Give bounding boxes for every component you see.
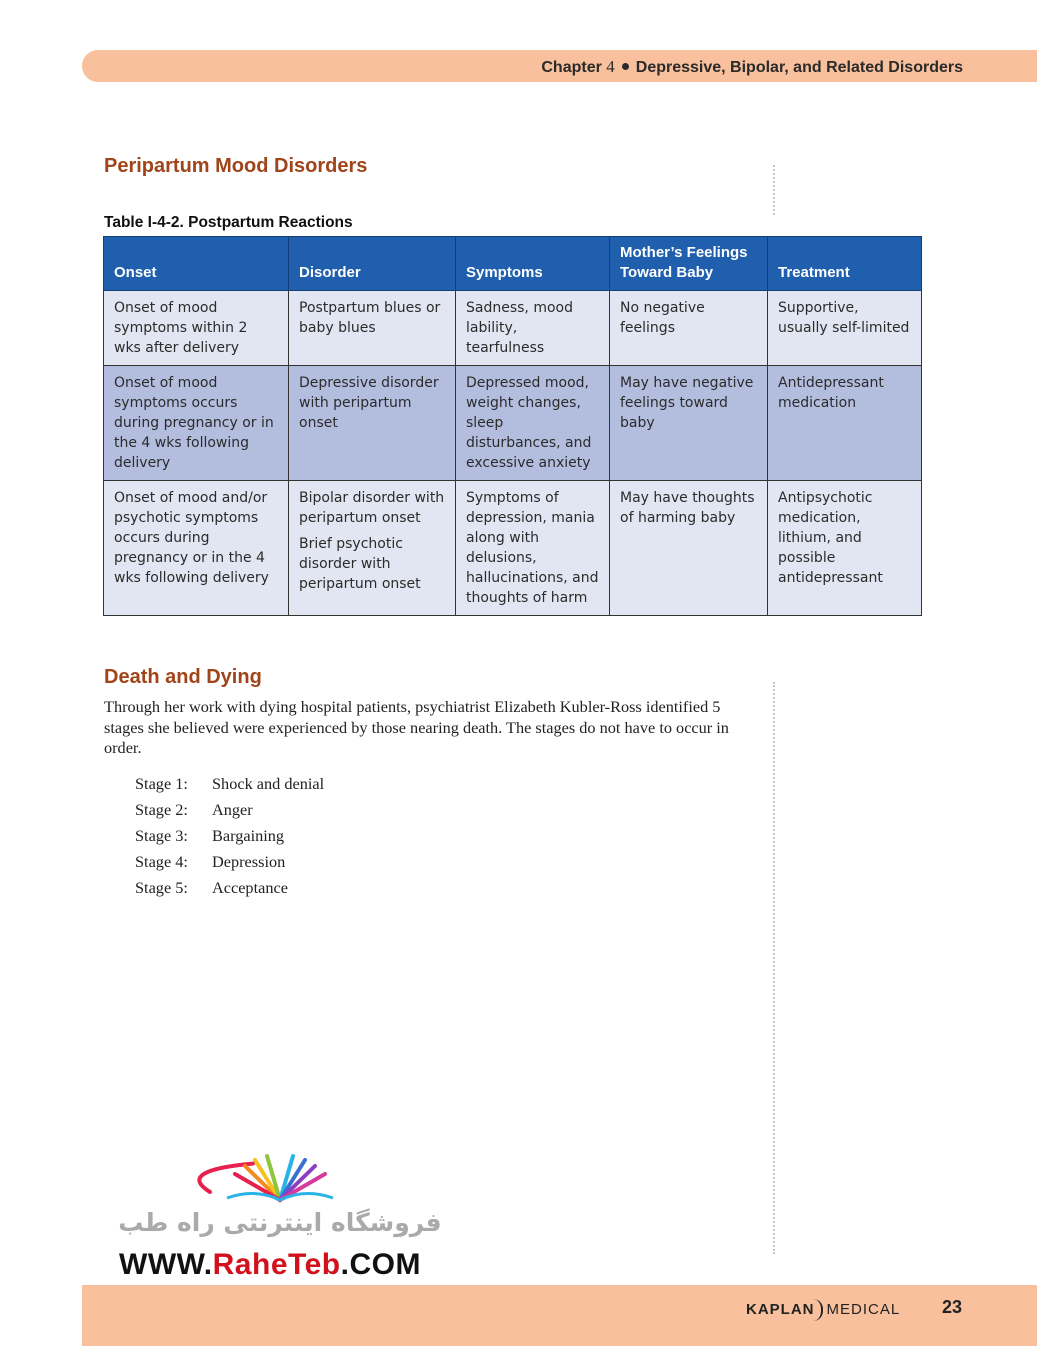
column-header: Mother’s Feelings Toward Baby <box>610 237 768 291</box>
table-caption: Table I-4-2. Postpartum Reactions <box>104 214 353 231</box>
page-footer <box>82 1285 1037 1346</box>
stage-label: Stage 4: <box>135 852 188 871</box>
disorder-cell <box>289 291 456 366</box>
symptoms-cell: Symptoms of depression, mania along with delusions, hallucinations, and thoughts of harm <box>456 481 610 616</box>
disorder-cell <box>289 366 456 481</box>
margin-divider <box>773 682 775 1254</box>
treatment-cell: Antipsychotic medication, lithium, and possible antidepressant <box>768 481 922 616</box>
disorder-text: Depressive disorder with peripartum onset <box>299 375 439 431</box>
table-row <box>104 366 922 481</box>
feelings-cell: No negative feelings <box>610 291 768 366</box>
chapter-label: Chapter <box>541 59 602 76</box>
stage-label: Stage 5: <box>135 878 188 897</box>
kaplan-logo <box>746 1299 900 1321</box>
feelings-cell: May have negative feelings toward baby <box>610 366 768 481</box>
table-row <box>104 291 922 366</box>
brand-suffix: MEDICAL <box>826 1300 901 1318</box>
book-logo-icon <box>115 1148 445 1208</box>
list-item <box>135 825 324 851</box>
url-prefix: WWW. <box>119 1248 213 1281</box>
stage-text: Bargaining <box>212 826 285 845</box>
brand-name: KAPLAN <box>746 1300 815 1318</box>
column-header: Disorder <box>289 237 456 291</box>
onset-cell: Onset of mood symptoms occurs during pregnancy or in the 4 wks following delivery <box>104 366 289 481</box>
list-item <box>135 851 324 877</box>
chapter-title: Depressive, Bipolar, and Related Disorders <box>635 59 963 76</box>
chapter-header-band <box>82 50 1037 82</box>
postpartum-reactions-table <box>103 236 922 616</box>
section-title: Death and Dying <box>104 666 262 688</box>
stage-label: Stage 1: <box>135 774 188 793</box>
url-accent: RaheTeb <box>212 1248 341 1281</box>
bullet-icon <box>622 63 629 70</box>
list-item <box>135 799 324 825</box>
margin-divider <box>773 165 775 215</box>
list-item <box>135 877 324 903</box>
treatment-cell: Antidepressant medication <box>768 366 922 481</box>
symptoms-cell: Sadness, mood lability, tearfulness <box>456 291 610 366</box>
disorder-text: Postpartum blues or baby blues <box>299 300 441 336</box>
body-paragraph: Through her work with dying hospital patients, psychiatrist Elizabeth Kubler-Ross identified 5 stages she believed were experienced by those nearing death. The stages do not have to occur in order. <box>104 697 729 757</box>
stage-label: Stage 3: <box>135 826 188 845</box>
column-header: Treatment <box>768 237 922 291</box>
onset-cell: Onset of mood symptoms within 2 wks after delivery <box>104 291 289 366</box>
chapter-header <box>541 57 963 77</box>
onset-cell: Onset of mood and/or psychotic symptoms occurs during pregnancy or in the 4 wks following delivery <box>104 481 289 616</box>
stage-text: Acceptance <box>212 878 288 897</box>
watermark-persian-text: فروشگاه اینترنتی راه طب <box>118 1208 442 1237</box>
logo-swoosh-icon <box>813 1299 823 1321</box>
stages-list <box>135 773 324 903</box>
disorder-cell <box>289 481 456 616</box>
stage-label: Stage 2: <box>135 800 188 819</box>
column-header: Symptoms <box>456 237 610 291</box>
table-row <box>104 481 922 616</box>
disorder-text: Bipolar disorder with peripartum onset <box>299 490 445 526</box>
watermark <box>115 1148 445 1283</box>
disorder-text: Brief psychotic disorder with peripartum onset <box>299 536 421 592</box>
table-header-row <box>104 237 922 291</box>
feelings-cell: May have thoughts of harming baby <box>610 481 768 616</box>
stage-text: Shock and denial <box>212 774 325 793</box>
stage-text: Depression <box>212 852 286 871</box>
symptoms-cell: Depressed mood, weight changes, sleep disturbances, and excessive anxiety <box>456 366 610 481</box>
page-number: 23 <box>942 1297 963 1317</box>
url-suffix: .COM <box>340 1248 421 1281</box>
column-header: Onset <box>104 237 289 291</box>
treatment-cell: Supportive, usually self-limited <box>768 291 922 366</box>
chapter-number: 4 <box>606 57 615 76</box>
section-title: Peripartum Mood Disorders <box>104 155 368 177</box>
stage-text: Anger <box>212 800 253 819</box>
list-item <box>135 773 324 799</box>
watermark-url <box>119 1248 421 1282</box>
